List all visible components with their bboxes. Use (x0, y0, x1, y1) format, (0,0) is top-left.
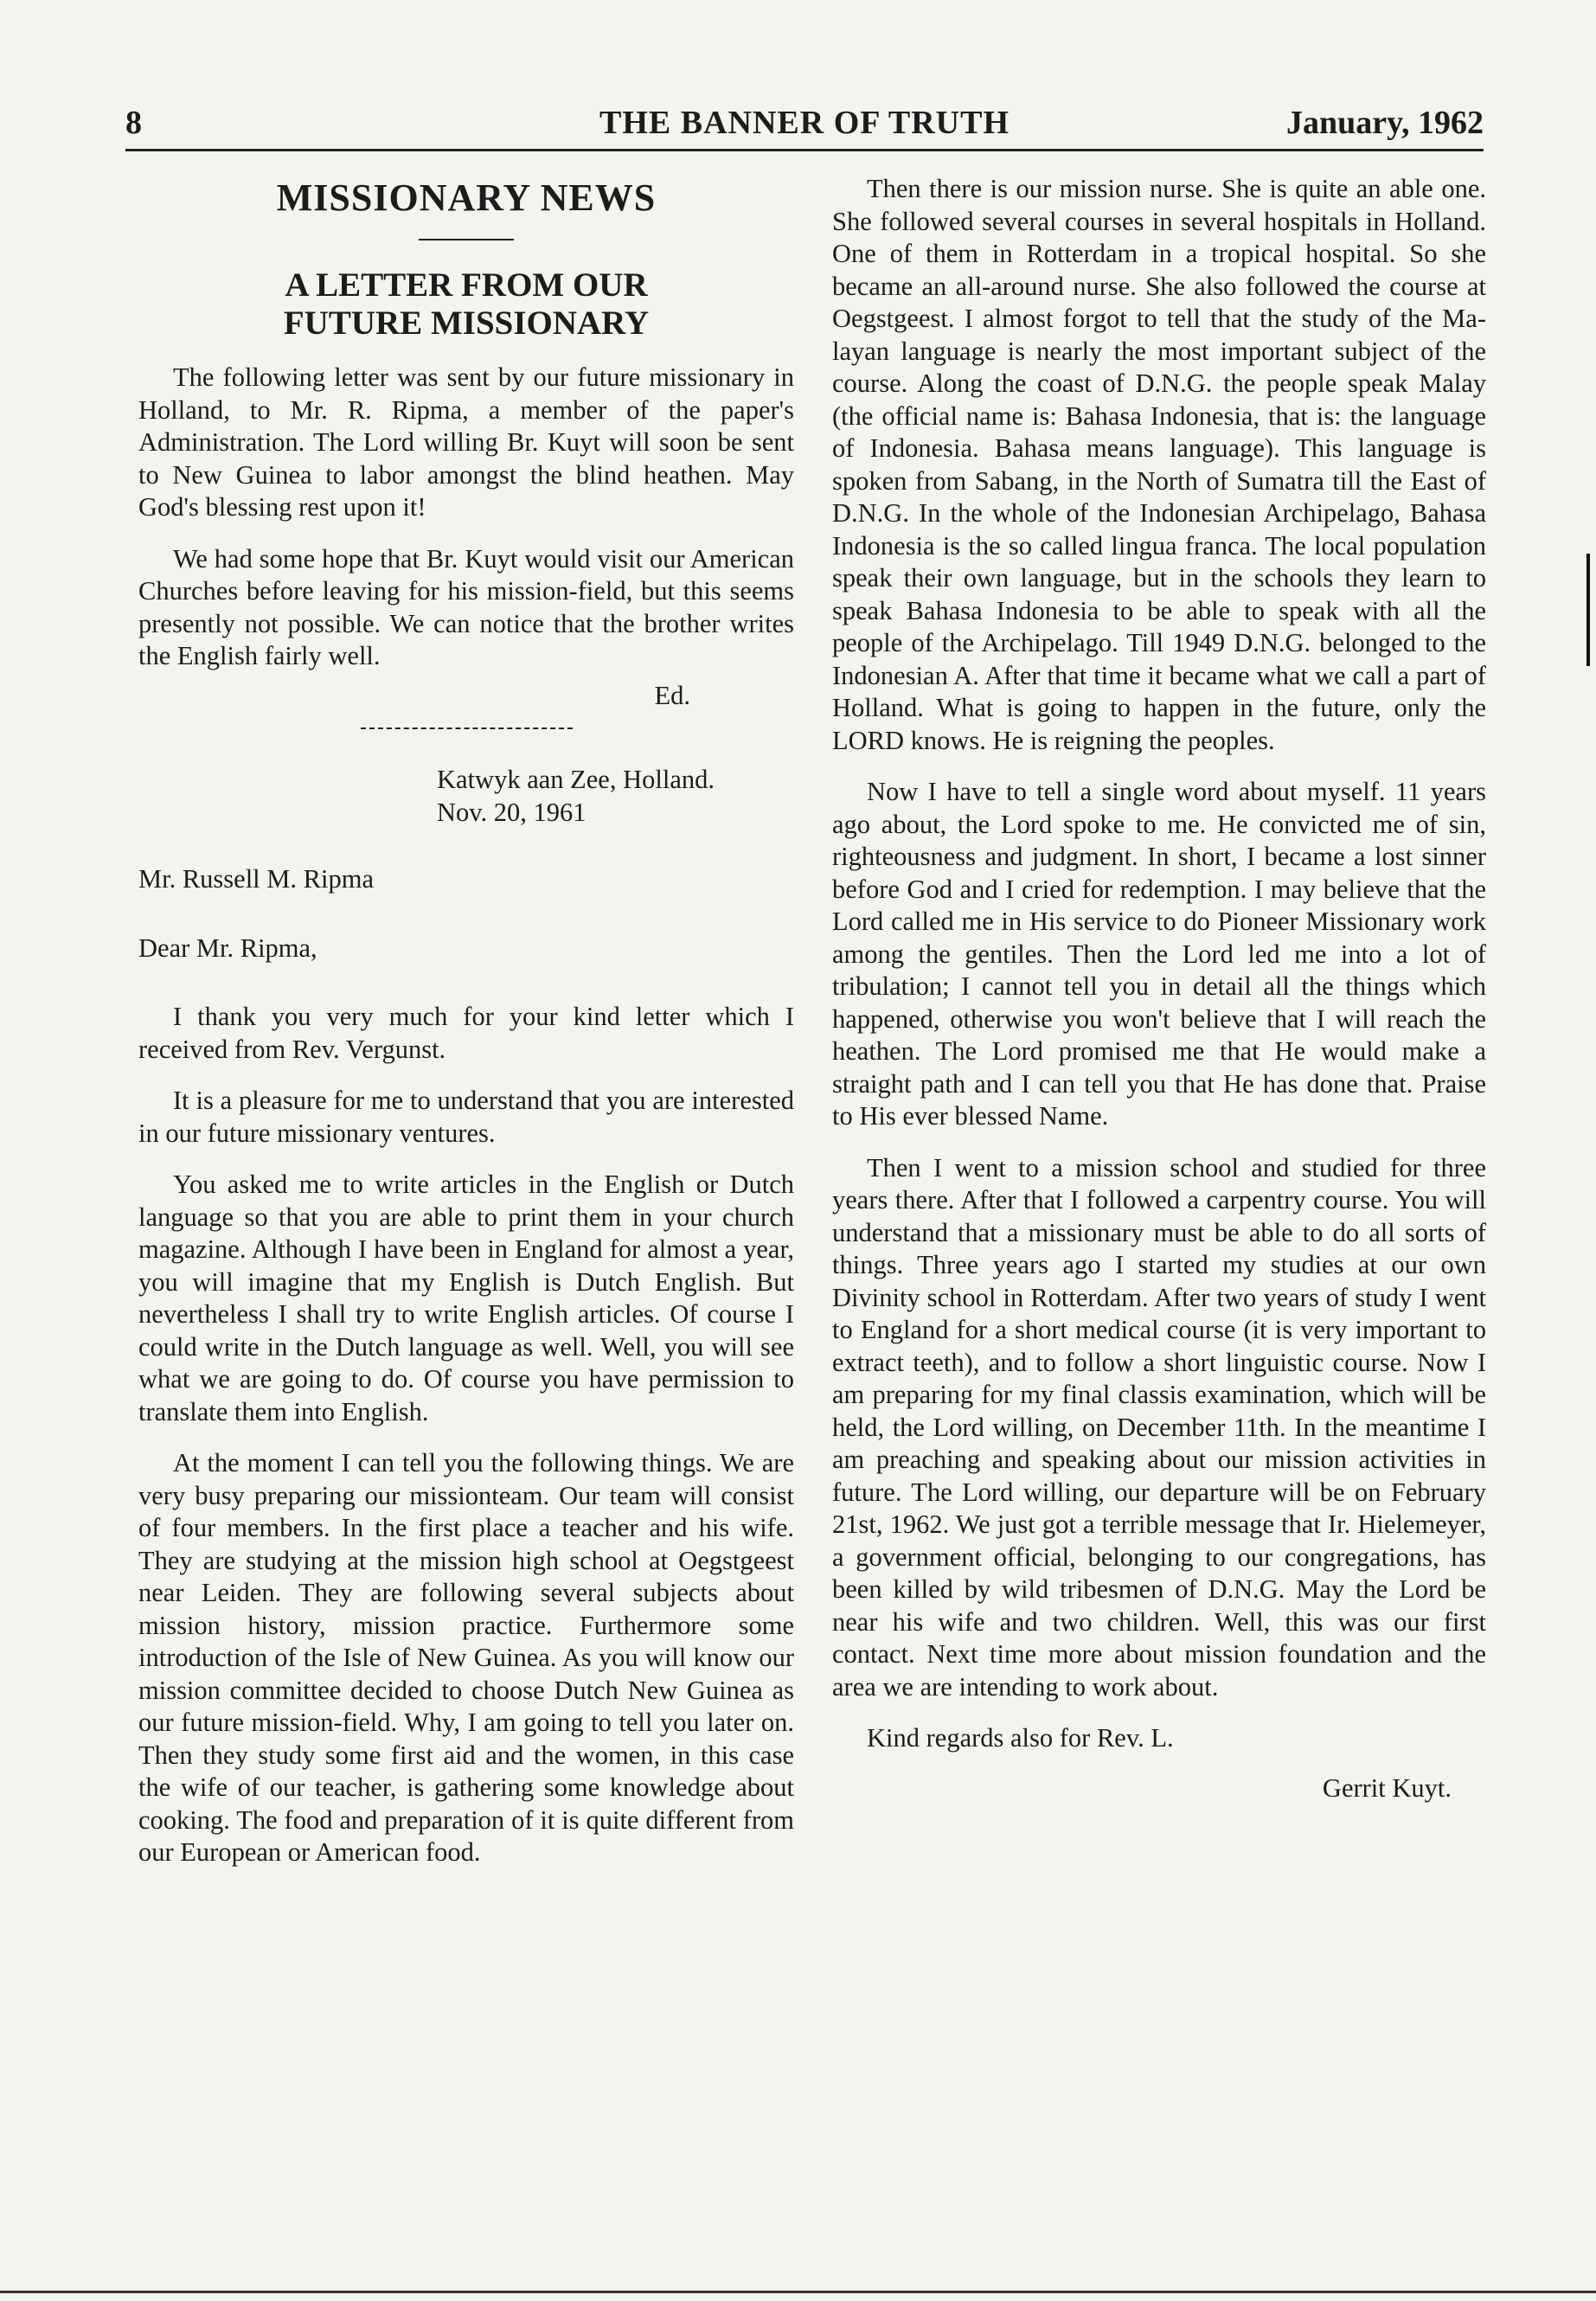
letter-paragraph: At the moment I can tell you the following things. We are very busy preparing our missionteam. Our team will consist of four members. In the first place a teacher and his wife. They are studying at the mission high school at Oegstgeest near Leiden. They are following several subjects about mission history, mission practice. Furthermore some introduction of the Isle of New Guinea. As you will know our mission committee decided to choose Dutch New Guinea as our future mission-field. Why, I am going to tell you later on. Then they study some first aid and the women, in this case the wife of our teacher, is gathering some knowledge about cooking. The food and preparation of it is quite different from our European or American food. (138, 1448, 794, 1867)
right-column (832, 173, 1486, 1823)
letter-paragraph: Then there is our mission nurse. She is quite an able one. She followed several courses in several hospitals in Holland. One of them in Rotterdam in a tropical hospital. So she became an all-around nurse. She also followed the course at Oegstgeest. I almost forgot to tell that the study of the Malayan language is nearly the most important subject of the course. Along the coast of D.N.G. the people speak Malay (the official name is: Bahasa Indonesia, that is: the language of Indonesia. Bahasa means language). This language is spoken from Sabang, in the North of Sumatra till the East of D.N.G. In the whole of the Indonesian Archipelago, Bahasa Indonesia is the so called lingua franca. The local population speak their own language, but in the schools they learn to speak Bahasa Indonesia to be able to speak with all the people of the Archipelago. Till 1949 D.N.G. belonged to the Indonesian A. After that time it became what we call a part of Holland. What is going to happen in the future, only the LORD knows. He is reigning the peoples. (832, 174, 1486, 755)
intro-paragraph: We had some hope that Br. Kuyt would visit our American Churches before leaving for his mission-field, but this seems presently not possible. We can notice that the brother writes the English fairly well. (138, 543, 794, 670)
article-title-line-1: A LETTER FROM OUR (285, 266, 648, 304)
article-divider (361, 727, 573, 729)
letter-date: Nov. 20, 1961 (437, 797, 586, 827)
page-number: 8 (125, 105, 142, 141)
letter-paragraph: Now I have to tell a single word about myself. 11 years ago about, the Lord spoke to me. He convicted me of sin, righteousness and judgment. In short, I became a lost sinner before God and I cried for redemption. I may believe that the Lord called me in His service to do Pioneer Missionary work among the gentiles. Then the Lord led me into a lot of tribulation; I cannot tell you in detail all the things which happened, otherwise you won't believe that I will reach the heathen. The Lord promised me that He would make a straight path and I can tell you that He has done that. Praise to His ever blessed Name. (832, 777, 1486, 1131)
article-title-line-2: FUTURE MISSIONARY (283, 304, 650, 342)
article-title (138, 266, 794, 343)
letter-place: Katwyk aan Zee, Holland. (437, 765, 715, 794)
section-title: MISSIONARY NEWS (276, 176, 657, 219)
scan-edge-mark (1586, 554, 1590, 666)
letter-addressee: Mr. Russell M. Ripma (138, 864, 374, 894)
letter-paragraph: Then I went to a mission school and studied for three years there. After that I followed a carpentry course. You will understand that a missionary must be able to do all sorts of things. Three years ago I started my studies at our own Divinity school in Rotterdam. After two years of study I went to England for a short medical course (it is very important to extract teeth), and to follow a short linguistic course. Now I am preparing for my final classis examination, which will be held, the Lord willing, on December 11th. In the meantime I am preaching and speaking about our mission activities in future. The Lord willing, our departure will be on February 21st, 1962. We just got a terrible message that Ir. Hielemeyer, a government official, belonging to our congregations, has been killed by wild tribesmen of D.N.G. May the Lord be near his wife and two children. Well, this was our first contact. Next time more about mission foundation and the area we are intending to work about. (832, 1152, 1486, 1702)
section-divider (419, 239, 514, 240)
letter-salutation: Dear Mr. Ripma, (138, 933, 317, 963)
letter-paragraph: I thank you very much for your kind letter which I received from Rev. Vergunst. (138, 1002, 794, 1064)
letter-paragraph: You asked me to write articles in the English or Dutch language so that you are able to print them in your church magazine. Although I have been in England for almost a year, you will imagine that my English is Dutch English. But nevertheless I shall try to write English articles. Of course I could write in the Dutch language as well. Well, you will see what we are going to do. Of course you have permission to translate them into English. (138, 1170, 794, 1426)
editor-signoff: Ed. (654, 680, 690, 710)
page-header (125, 97, 1484, 151)
letter-signature: Gerrit Kuyt. (1322, 1772, 1452, 1803)
publication-title: THE BANNER OF TRUTH (599, 105, 1010, 141)
issue-date: January, 1962 (1285, 105, 1484, 141)
scan-bottom-edge (0, 2291, 1596, 2293)
intro-paragraph: The following letter was sent by our future missionary in Holland, to Mr. R. Ripma, a member of the paper's Administration. The Lord willing Br. Kuyt will soon be sent to New Guinea to labor amongst the blind heathen. May God's blessing rest upon it! (138, 362, 794, 522)
letter-paragraph: It is a pleasure for me to understand that you are interested in our future missionary ventures. (138, 1086, 794, 1148)
left-column (138, 173, 794, 1888)
letter-closing: Kind regards also for Rev. L. (867, 1723, 1174, 1753)
